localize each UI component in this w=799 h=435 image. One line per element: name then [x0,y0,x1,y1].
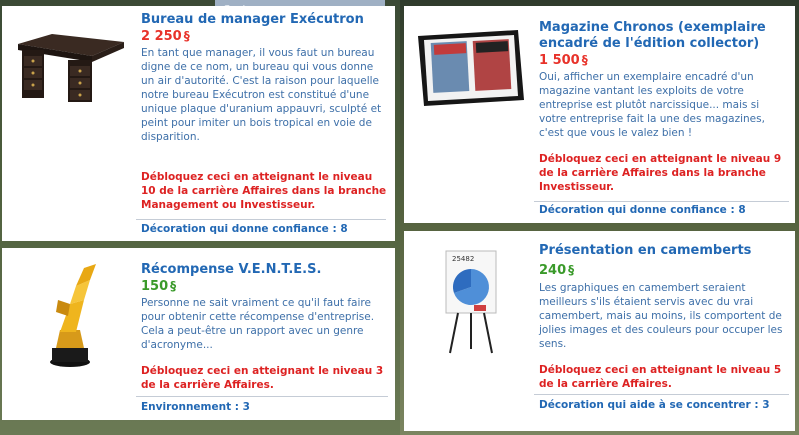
trophy-icon [40,260,110,370]
simoleon-icon: § [581,53,588,67]
item-card-magazine [404,6,795,223]
unlock-requirement: Débloquez ceci en atteignant le niveau 10 de la carrière Affaires dans la branche Management ou Investisseur. [141,171,387,211]
item-description: Oui, afficher un exemplaire encadré d'un magazine vantant les exploits de votre entreprise est plutôt narcissique... mais si votre entreprise fait la une des magazines, c'est que vous le valez bien ! [539,71,765,139]
item-price: 240 § [539,263,575,278]
item-title: Présentation en camemberts [539,243,752,258]
divider [136,396,388,397]
simoleon-icon: § [170,279,177,293]
item-title: Magazine Chronos (exemplaire encadré de l'édition collector) [539,20,766,51]
item-price: 150 § [141,279,177,294]
divider [136,219,386,220]
item-effect: Décoration qui donne confiance : 8 [141,223,348,235]
unlock-requirement: Débloquez ceci en atteignant le niveau 5 de la carrière Affaires. [539,364,782,390]
executive-desk-icon [12,26,130,104]
item-price: 2 250 § [141,29,190,44]
item-card-bureau [2,6,395,241]
divider [534,394,789,395]
item-price: 1 500 § [539,53,588,68]
item-description: En tant que manager, il vous faut un bureau digne de ce nom, un bureau qui vous donne un air d'autorité. C'est la raison pour laquelle notre bureau Exécutron est constitué d'une unique plaque d'uranium appauvri, sculpté et peint pour imiter un bois tropical en voie de disparition. [141,47,382,143]
framed-magazine-icon [414,28,526,108]
svg-text:25482: 25482 [452,255,475,263]
unlock-requirement: Débloquez ceci en atteignant le niveau 9 de la carrière Affaires dans la branche Investisseur. [539,153,782,193]
item-description: Les graphiques en camembert seraient meilleurs s'ils étaient servis avec du vrai camembert, mais au moins, ils comportent de jolies images et des couleurs pour occuper les sens. [539,282,783,350]
simoleon-icon: § [183,29,190,43]
pie-chart-easel-icon [438,247,508,357]
item-effect: Décoration qui aide à se concentrer : 3 [539,399,770,411]
divider [534,201,789,202]
item-title: Bureau de manager Exécutron [141,12,364,27]
unlock-requirement: Débloquez ceci en atteignant le niveau 3 de la carrière Affaires. [141,365,384,391]
item-card-recompense [2,248,395,420]
item-card-camembert [404,231,795,431]
item-effect: Décoration qui donne confiance : 8 [539,204,746,216]
item-title: Récompense V.E.N.T.E.S. [141,262,322,277]
simoleon-icon: § [568,263,575,277]
item-effect: Environnement : 3 [141,401,250,413]
item-description: Personne ne sait vraiment ce qu'il faut faire pour obtenir cette récompense d'entreprise. Cela a peut-être un rapport avec un genre d'acronyme... [141,297,375,351]
